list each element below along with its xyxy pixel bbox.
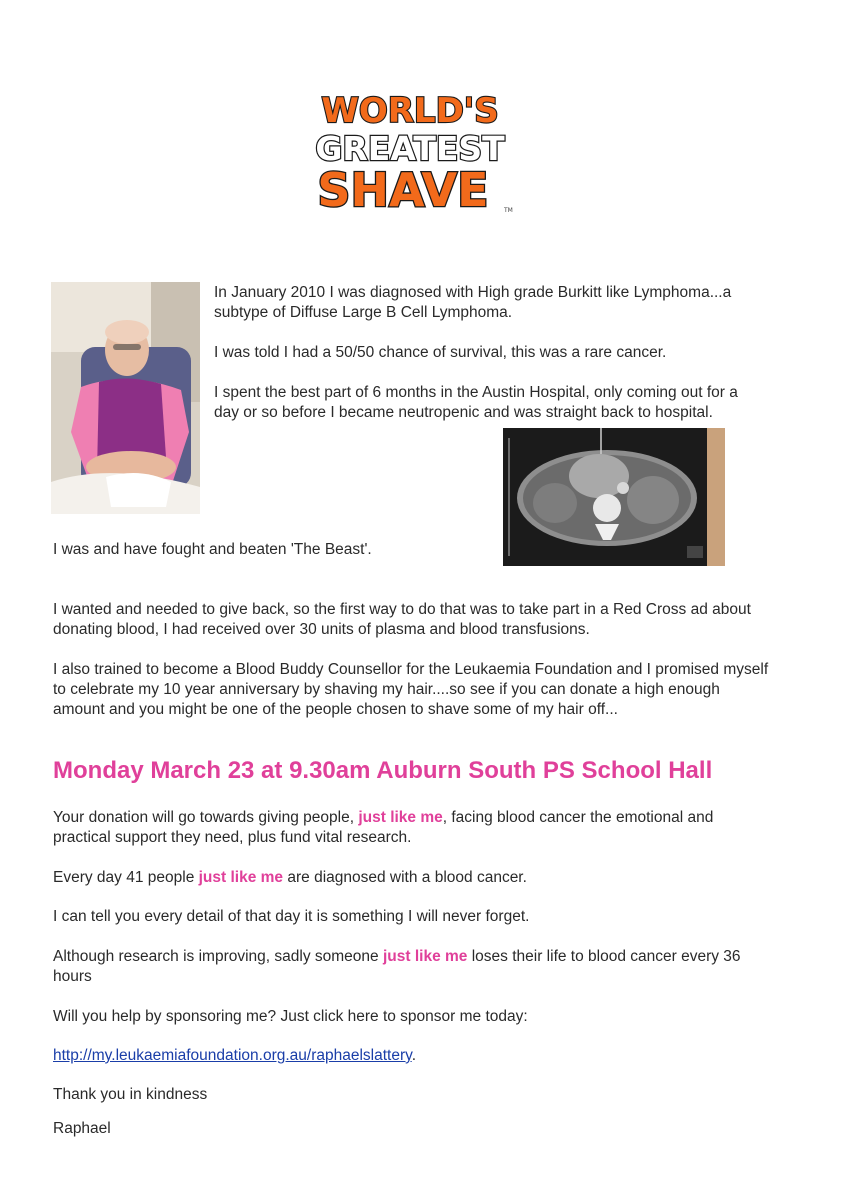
- highlight-just-like-me: just like me: [358, 809, 443, 826]
- svg-text:WORLD'S: WORLD'S: [321, 91, 499, 131]
- intro-block: [214, 283, 774, 423]
- worlds-greatest-shave-logo: [300, 80, 520, 220]
- sponsor-link-line: http://my.leukaemiafoundation.org.au/raphaelslattery.: [53, 1047, 417, 1064]
- svg-text:GREATEST: GREATEST: [315, 129, 505, 168]
- paragraph-red-cross: I wanted and needed to give back, so the first way to do that was to take part in a Red Cross ad about donating blood, I had received over 30 units of plasma and blood transfusions.: [53, 601, 751, 638]
- paragraph-diagnosis: In January 2010 I was diagnosed with High grade Burkitt like Lymphoma...a subtype of Diffuse Large B Cell Lymphoma.: [214, 284, 732, 321]
- svg-text:SHAVE: SHAVE: [317, 163, 489, 217]
- paragraph-every-day: Every day 41 people just like me are diagnosed with a blood cancer.: [53, 869, 527, 886]
- ct-scan-image: [503, 428, 725, 566]
- paragraph-anniversary: I also trained to become a Blood Buddy Counsellor for the Leukaemia Foundation and I promised myself to celebrate my 10 year anniversary by shaving my hair....so see if you can donate a high enough amount and you might be one of the people chosen to shave some of my hair off...: [53, 661, 769, 718]
- paragraph-sponsor-request: Will you help by sponsoring me? Just click here to sponsor me today:: [53, 1008, 528, 1025]
- patient-photo: [51, 282, 200, 514]
- paragraph-research: Although research is improving, sadly someone just like me loses their life to blood cancer every 36 hours: [53, 948, 741, 985]
- event-heading: Monday March 23 at 9.30am Auburn South PS School Hall: [53, 757, 713, 784]
- paragraph-beaten: I was and have fought and beaten 'The Beast'.: [53, 541, 372, 558]
- closing-thanks: Thank you in kindness: [53, 1086, 208, 1103]
- highlight-just-like-me: just like me: [382, 948, 468, 965]
- appeal-block: [53, 808, 773, 1139]
- paragraph-never-forget: I can tell you every detail of that day it is something I will never forget.: [53, 908, 530, 925]
- highlight-just-like-me: just like me: [198, 869, 284, 886]
- svg-text:TM: TM: [504, 207, 513, 214]
- paragraph-survival: I was told I had a 50/50 chance of survival, this was a rare cancer.: [214, 344, 667, 361]
- paragraph-donation: Your donation will go towards giving people, just like me, facing blood cancer the emotional and practical support they need, plus fund vital research.: [53, 809, 714, 846]
- paragraph-hospital: I spent the best part of 6 months in the Austin Hospital, only coming out for a day or so before I became neutropenic and was straight back to hospital.: [214, 384, 738, 421]
- giving-back-block: [53, 600, 773, 720]
- signature: Raphael: [53, 1120, 111, 1137]
- sponsor-link[interactable]: http://my.leukaemiafoundation.org.au/raphaelslattery: [53, 1047, 412, 1064]
